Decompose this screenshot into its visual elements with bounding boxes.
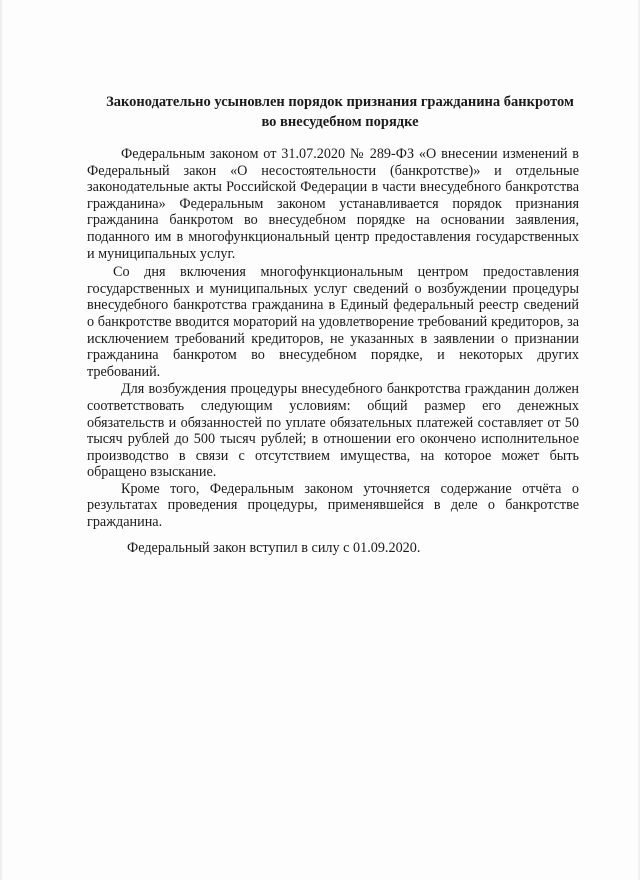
paragraph-effective-date: Федеральный закон вступил в силу с 01.09.2020. <box>127 539 421 556</box>
title-line-1: Законодательно усыновлен порядок признания гражданина банкротом <box>106 94 574 110</box>
paragraph-moratorium: Со дня включения многофункциональным центром предоставления государственных и муниципальных услуг сведений о возбуждении процедуры внесудебного банкротства гражданина в Единый федеральный реестр сведений о банкротстве вводится мораторий на удовлетворение требований кредиторов, за исключением требований кредиторов, не указанных в заявлении о признании гражданина банкротом во внесудебном порядке, и некоторых других требований. <box>87 264 579 380</box>
paragraph-conditions: Для возбуждения процедуры внесудебного банкротства гражданин должен соответствовать следующим условиям: общий размер его денежных обязательств и обязанностей по уплате обязательных платежей составляет от 50 тысяч рублей до 500 тысяч рублей; в отношении его окончено исполнительное производство в связи с отсутствием имущества, на которое может быть обращено взыскание. <box>87 381 579 481</box>
document-body <box>87 146 579 556</box>
scan-edge-left <box>0 0 3 880</box>
title-line-2: во внесудебном порядке <box>261 114 419 130</box>
paragraph-report: Кроме того, Федеральным законом уточняется содержание отчёта о результатах проведения процедуры, применявшейся в деле о банкротстве гражданина. <box>87 480 579 531</box>
paragraph-law-summary: Федеральным законом от 31.07.2020 № 289-ФЗ «О внесении изменений в Федеральный закон «О несостоятельности (банкротстве)» и отдельные законодательные акты Российской Федерации в части внесудебного банкротства гражданина» Федеральным законом устанавливается порядок признания гражданина банкротом во внесудебном порядке на основании заявления, поданного им в многофункциональный центр предоставления государственных и муниципальных услуг. <box>87 146 579 262</box>
document-title <box>80 92 600 132</box>
